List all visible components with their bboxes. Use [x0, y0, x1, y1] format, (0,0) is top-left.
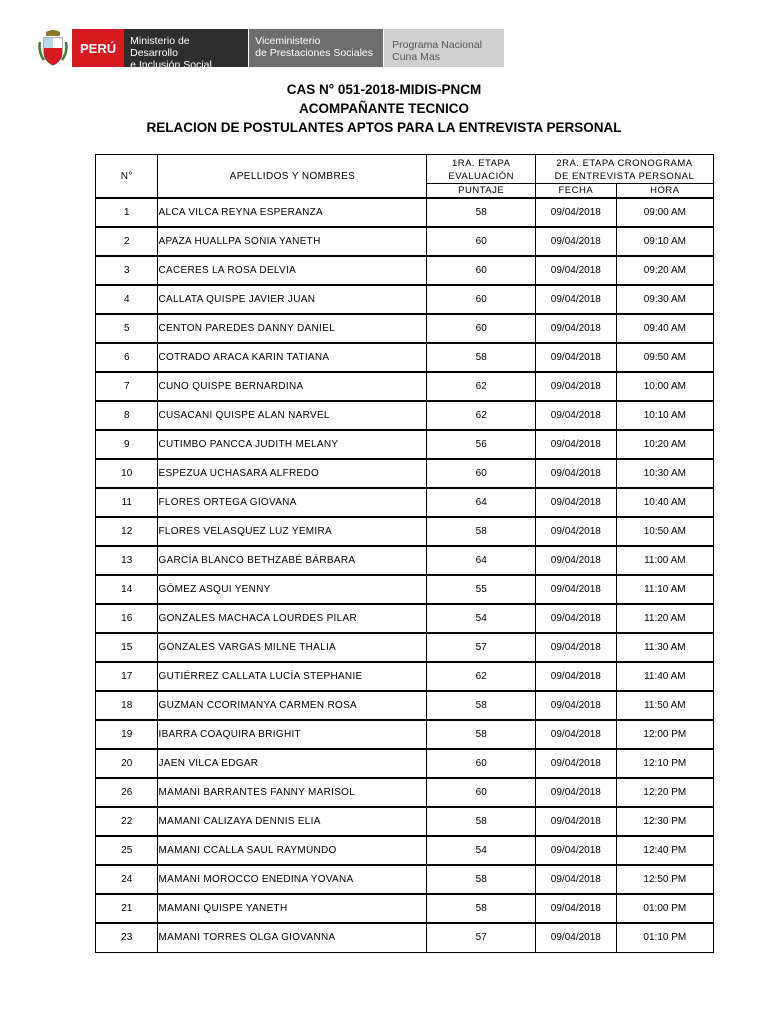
row-time: 12:10 PM [616, 749, 713, 778]
ministry-line-1: Ministerio de Desarrollo [130, 35, 190, 59]
row-time: 12:00 PM [616, 720, 713, 749]
row-time: 12:50 PM [616, 865, 713, 894]
row-score: 64 [427, 546, 536, 575]
row-number: 7 [96, 372, 158, 401]
table-row [96, 691, 714, 720]
row-name: FLORES ORTEGA GIOVANA [158, 488, 427, 517]
col-score-header: PUNTAJE [427, 184, 536, 199]
row-time: 10:30 AM [616, 459, 713, 488]
row-number: 16 [96, 604, 158, 633]
row-date: 09/04/2018 [535, 401, 616, 430]
table-row [96, 633, 714, 662]
row-date: 09/04/2018 [535, 285, 616, 314]
row-score: 58 [427, 720, 536, 749]
row-name: COTRADO ARACA KARIN TATIANA [158, 343, 427, 372]
row-date: 09/04/2018 [535, 372, 616, 401]
table-row [96, 488, 714, 517]
row-number: 11 [96, 488, 158, 517]
row-number: 26 [96, 778, 158, 807]
col-number-header: N° [96, 155, 158, 199]
row-date: 09/04/2018 [535, 604, 616, 633]
row-name: GUZMAN CCORIMANYA CARMEN ROSA [158, 691, 427, 720]
row-number: 17 [96, 662, 158, 691]
document-title-block [0, 80, 768, 137]
row-name: CUSACANI QUISPE ALAN NARVEL [158, 401, 427, 430]
row-number: 4 [96, 285, 158, 314]
row-date: 09/04/2018 [535, 430, 616, 459]
row-name: CENTON PAREDES DANNY DANIEL [158, 314, 427, 343]
row-name: MAMANI CCALLA SAUL RAYMUNDO [158, 836, 427, 865]
program-line-1: Programa Nacional [392, 39, 483, 51]
row-number: 15 [96, 633, 158, 662]
row-date: 09/04/2018 [535, 923, 616, 952]
row-number: 18 [96, 691, 158, 720]
vice-line-2: de Prestaciones Sociales [255, 47, 374, 59]
row-score: 58 [427, 865, 536, 894]
row-name: IBARRA COAQUIRA BRIGHIT [158, 720, 427, 749]
viceministry-brand [248, 29, 383, 67]
row-date: 09/04/2018 [535, 198, 616, 227]
row-time: 11:40 AM [616, 662, 713, 691]
row-date: 09/04/2018 [535, 633, 616, 662]
row-time: 09:20 AM [616, 256, 713, 285]
row-name: GONZALES VARGAS MILNE THALIA [158, 633, 427, 662]
row-date: 09/04/2018 [535, 865, 616, 894]
row-date: 09/04/2018 [535, 749, 616, 778]
row-number: 6 [96, 343, 158, 372]
row-date: 09/04/2018 [535, 314, 616, 343]
row-time: 10:20 AM [616, 430, 713, 459]
row-score: 64 [427, 488, 536, 517]
row-score: 58 [427, 517, 536, 546]
row-date: 09/04/2018 [535, 720, 616, 749]
row-date: 09/04/2018 [535, 894, 616, 923]
table-row [96, 256, 714, 285]
table-row [96, 807, 714, 836]
row-date: 09/04/2018 [535, 256, 616, 285]
row-time: 12:40 PM [616, 836, 713, 865]
row-score: 60 [427, 778, 536, 807]
row-score: 58 [427, 807, 536, 836]
stage1-line-1: 1RA. ETAPA [451, 158, 511, 169]
row-name: MAMANI QUISPE YANETH [158, 894, 427, 923]
row-time: 10:40 AM [616, 488, 713, 517]
row-date: 09/04/2018 [535, 807, 616, 836]
header-logo-bar [38, 28, 504, 70]
table-row [96, 720, 714, 749]
row-time: 09:50 AM [616, 343, 713, 372]
row-date: 09/04/2018 [535, 227, 616, 256]
row-score: 57 [427, 923, 536, 952]
row-number: 20 [96, 749, 158, 778]
row-number: 12 [96, 517, 158, 546]
row-name: CALLATA QUISPE JAVIER JUAN [158, 285, 427, 314]
row-name: CUNO QUISPE BERNARDINA [158, 372, 427, 401]
row-score: 54 [427, 604, 536, 633]
row-number: 10 [96, 459, 158, 488]
row-date: 09/04/2018 [535, 546, 616, 575]
row-number: 1 [96, 198, 158, 227]
title-cas-number: CAS N° 051-2018-MIDIS-PNCM [286, 82, 482, 97]
row-number: 23 [96, 923, 158, 952]
table-row [96, 546, 714, 575]
table-row [96, 778, 714, 807]
peru-label: PERÚ [80, 40, 117, 56]
row-number: 9 [96, 430, 158, 459]
row-date: 09/04/2018 [535, 343, 616, 372]
applicants-table [95, 154, 714, 953]
row-name: MAMANI BARRANTES FANNY MARISOL [158, 778, 427, 807]
table-row [96, 459, 714, 488]
title-position: ACOMPAÑANTE TECNICO [299, 101, 469, 116]
row-time: 12:20 PM [616, 778, 713, 807]
row-score: 58 [427, 198, 536, 227]
table-row [96, 575, 714, 604]
row-time: 11:10 AM [616, 575, 713, 604]
row-score: 57 [427, 633, 536, 662]
row-time: 09:10 AM [616, 227, 713, 256]
table-row [96, 430, 714, 459]
stage2-header [535, 155, 713, 184]
row-date: 09/04/2018 [535, 836, 616, 865]
row-name: MAMANI TORRES OLGA GIOVANNA [158, 923, 427, 952]
table-row [96, 517, 714, 546]
row-time: 10:00 AM [616, 372, 713, 401]
table-row [96, 372, 714, 401]
row-number: 19 [96, 720, 158, 749]
row-number: 13 [96, 546, 158, 575]
row-score: 60 [427, 285, 536, 314]
row-time: 10:10 AM [616, 401, 713, 430]
row-number: 24 [96, 865, 158, 894]
col-date-header: FECHA [535, 184, 616, 199]
table-row [96, 894, 714, 923]
row-date: 09/04/2018 [535, 459, 616, 488]
table-row [96, 285, 714, 314]
row-time: 11:30 AM [616, 633, 713, 662]
row-score: 60 [427, 227, 536, 256]
table-row [96, 198, 714, 227]
title-relation: RELACION DE POSTULANTES APTOS PARA LA ENTREVISTA PERSONAL [146, 120, 622, 135]
row-number: 5 [96, 314, 158, 343]
row-name: CACERES LA ROSA DELVIA [158, 256, 427, 285]
row-time: 10:50 AM [616, 517, 713, 546]
row-score: 62 [427, 662, 536, 691]
row-score: 58 [427, 691, 536, 720]
row-name: GUTIÉRREZ CALLATA LUCÍA STEPHANIE [158, 662, 427, 691]
row-number: 8 [96, 401, 158, 430]
row-name: MAMANI CALIZAYA DENNIS ELIA [158, 807, 427, 836]
row-number: 3 [96, 256, 158, 285]
row-date: 09/04/2018 [535, 691, 616, 720]
row-time: 09:40 AM [616, 314, 713, 343]
row-time: 11:50 AM [616, 691, 713, 720]
table-body [96, 198, 714, 952]
row-time: 09:30 AM [616, 285, 713, 314]
row-number: 14 [96, 575, 158, 604]
program-brand [383, 29, 504, 67]
row-score: 58 [427, 894, 536, 923]
row-score: 58 [427, 343, 536, 372]
row-time: 11:20 AM [616, 604, 713, 633]
row-score: 62 [427, 401, 536, 430]
row-score: 60 [427, 749, 536, 778]
row-name: MAMANI MOROCCO ENEDINA YOVANA [158, 865, 427, 894]
table-row [96, 836, 714, 865]
table-row [96, 227, 714, 256]
stage1-line-2: EVALUACIÓN [448, 171, 514, 182]
row-name: GONZALES MACHACA LOURDES PILAR [158, 604, 427, 633]
row-date: 09/04/2018 [535, 517, 616, 546]
table-row [96, 604, 714, 633]
row-name: CUTIMBO PANCCA JUDITH MELANY [158, 430, 427, 459]
row-time: 01:10 PM [616, 923, 713, 952]
stage2-line-2: DE ENTREVISTA PERSONAL [554, 171, 695, 182]
row-score: 54 [427, 836, 536, 865]
table-row [96, 343, 714, 372]
row-number: 21 [96, 894, 158, 923]
row-time: 09:00 AM [616, 198, 713, 227]
stage1-header [427, 155, 536, 184]
row-date: 09/04/2018 [535, 488, 616, 517]
ministry-brand [124, 29, 248, 71]
ministry-line-2: e Inclusión Social [130, 59, 212, 71]
vice-line-1: Viceministerio [255, 35, 321, 47]
row-score: 62 [427, 372, 536, 401]
row-date: 09/04/2018 [535, 778, 616, 807]
row-score: 56 [427, 430, 536, 459]
row-date: 09/04/2018 [535, 575, 616, 604]
row-name: GARCÍA BLANCO BETHZABÉ BÁRBARA [158, 546, 427, 575]
row-name: ALCA VILCA REYNA ESPERANZA [158, 198, 427, 227]
row-score: 60 [427, 459, 536, 488]
row-score: 55 [427, 575, 536, 604]
program-line-2: Cuna Mas [392, 51, 440, 63]
row-score: 60 [427, 256, 536, 285]
row-name: APAZA HUALLPA SONIA YANETH [158, 227, 427, 256]
row-score: 60 [427, 314, 536, 343]
coat-of-arms-icon [38, 28, 68, 68]
col-name-header: APELLIDOS Y NOMBRES [158, 155, 427, 199]
table-row [96, 401, 714, 430]
table-header [96, 155, 714, 199]
row-date: 09/04/2018 [535, 662, 616, 691]
row-name: ESPEZUA UCHASARA ALFREDO [158, 459, 427, 488]
table-row [96, 314, 714, 343]
table-row [96, 923, 714, 952]
row-number: 2 [96, 227, 158, 256]
stage2-line-1: 2RA. ETAPA CRONOGRAMA [556, 158, 693, 169]
row-name: JAEN VILCA EDGAR [158, 749, 427, 778]
row-number: 25 [96, 836, 158, 865]
table-row [96, 749, 714, 778]
row-time: 12:30 PM [616, 807, 713, 836]
row-name: FLORES VELASQUEZ LUZ YEMIRA [158, 517, 427, 546]
table-row [96, 662, 714, 691]
peru-brand [72, 29, 124, 67]
row-number: 22 [96, 807, 158, 836]
row-time: 11:00 AM [616, 546, 713, 575]
row-time: 01:00 PM [616, 894, 713, 923]
row-name: GÓMEZ ASQUI YENNY [158, 575, 427, 604]
col-time-header: HORA [616, 184, 713, 199]
table-row [96, 865, 714, 894]
